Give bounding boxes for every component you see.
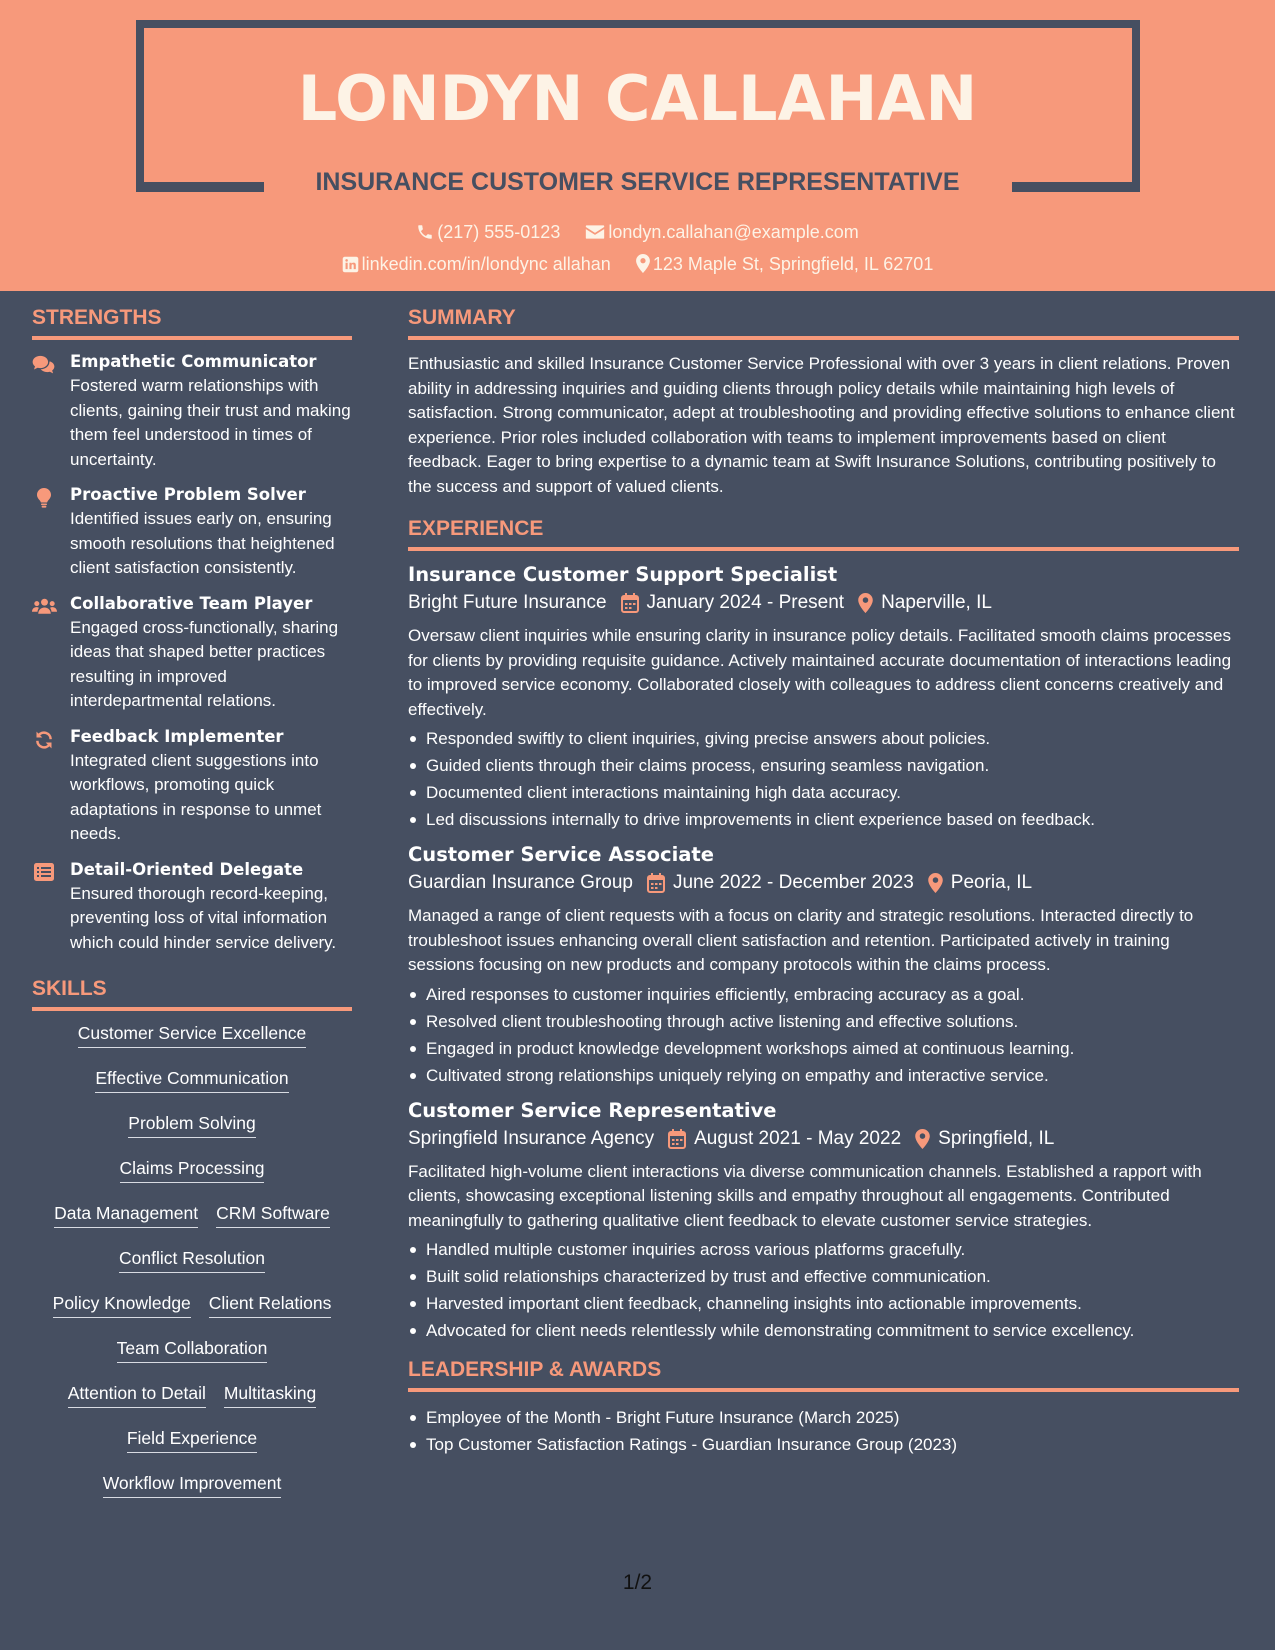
skill-tag: Effective Communication [95,1068,288,1093]
experience-heading: EXPERIENCE [408,517,1239,551]
job-entry [408,843,1239,1089]
job-company: Springfield Insurance Agency [408,1127,655,1149]
skills-heading: SKILLS [32,977,352,1011]
right-column [408,306,1239,1458]
skill-tag: Workflow Improvement [103,1473,282,1498]
contact-linkedin[interactable] [342,254,611,275]
map-pin-icon [636,254,650,273]
list-item: Engaged in product knowledge development workshops aimed at continuous learning. [408,1035,1239,1062]
skill-tag: Field Experience [127,1428,257,1453]
list-item: Top Customer Satisfaction Ratings - Guardian Insurance Group (2023) [408,1431,1239,1458]
summary-text: Enthusiastic and skilled Insurance Customer Service Professional with over 3 years in client relations. Proven ability in addressing inquiries and guiding clients through policy details while maintaining high levels of satisfaction. Strong communicator, adept at troubleshooting and providing effective solutions to enhance client experience. Prior roles included collaboration with teams to implement improvements based on client feedback. Eager to bring expertise to a dynamic team at Swift Insurance Solutions, contributing positively to the success and support of valued clients. [408,354,1235,496]
strength-item [32,594,352,714]
skill-tag: CRM Software [216,1203,330,1228]
calendar-icon [668,1129,686,1149]
map-pin-icon [928,873,943,893]
strength-title: Proactive Problem Solver [70,485,306,504]
strength-item [32,860,352,956]
skill-tag: Multitasking [224,1383,316,1408]
list-item: Built solid relationships characterized by trust and effective communication. [408,1263,1239,1290]
contact-address [636,254,934,275]
map-pin-icon [915,1129,930,1149]
linkedin-text: linkedin.com/in/londync allahan [361,253,611,274]
skill-tag: Customer Service Excellence [78,1023,307,1048]
job-role: INSURANCE CUSTOMER SERVICE REPRESENTATIVE [315,168,960,196]
job-company: Guardian Insurance Group [408,872,633,893]
job-location: Springfield, IL [938,1127,1055,1149]
summary-heading: SUMMARY [408,306,1239,340]
strength-title: Empathetic Communicator [70,352,317,371]
awards-heading: LEADERSHIP & AWARDS [408,1358,1239,1392]
skills-list [32,1023,352,1518]
calendar-icon [647,873,665,893]
skill-tag: Client Relations [209,1293,332,1318]
strength-desc: Identified issues early on, ensuring smooth resolutions that heightened client satisfaction consistently. [70,509,335,577]
list-item: Resolved client troubleshooting through active listening and effective solutions. [408,1008,1239,1035]
linkedin-icon [342,256,359,273]
job-company: Bright Future Insurance [408,592,607,613]
strength-title: Feedback Implementer [70,726,284,746]
strength-desc: Fostered warm relationships with clients, gaining their trust and making them feel understood in times of uncertainty. [70,376,351,469]
lightbulb-icon [37,488,51,508]
skill-tag: Data Management [54,1203,198,1228]
job-meta [408,1128,1239,1150]
strength-title: Collaborative Team Player [70,593,313,613]
skill-tag: Conflict Resolution [119,1248,265,1273]
job-meta [408,592,1239,614]
job-meta [408,872,1239,894]
contact-row-2 [0,253,1275,275]
contact-row-1 [0,221,1275,243]
address-text: 123 Maple St, Springfield, IL 62701 [652,253,934,274]
list-item: Employee of the Month - Bright Future Insurance (March 2025) [408,1404,1239,1431]
job-dates: June 2022 - December 2023 [672,872,914,893]
map-pin-icon [858,593,873,613]
skill-tag: Problem Solving [128,1113,255,1138]
job-description: Facilitated high-volume client interactions via diverse communication channels. Established a rapport with clients, showcasing exceptional listening skills and empathy throughout all engagements. Contributed meaningfully to gathering qualitative client feedback to elevate customer service strategies. [408,1161,1202,1230]
strength-item [32,352,352,472]
job-title: Customer Service Associate [408,843,714,866]
skill-tag: Claims Processing [120,1158,265,1183]
skill-tag: Team Collaboration [117,1338,268,1363]
page-number: 1/2 [622,1571,653,1594]
list-item: Advocated for client needs relentlessly while demonstrating commitment to service excellency. [408,1317,1239,1344]
strengths-heading: STRENGTHS [32,306,352,340]
job-title: Customer Service Representative [408,1098,777,1122]
strength-desc: Integrated client suggestions into workflows, promoting quick adaptations in response to unmet needs. [70,750,322,843]
job-entry [408,1099,1239,1345]
header [0,0,1275,291]
job-dates: January 2024 - Present [646,592,845,613]
skill-tag: Policy Knowledge [53,1293,191,1318]
left-column [32,306,352,1518]
contact-email[interactable] [585,222,858,243]
awards-list [408,1404,1239,1458]
strength-title: Detail-Oriented Delegate [70,859,304,879]
job-description: Managed a range of client requests with a focus on clarity and strategic resolutions. Interacted directly to troubleshoot issues enhancing overall client satisfaction and retention. Participated actively in training sessions focusing on new products and company protocols within the claims process. [408,906,1194,974]
list-item: Led discussions internally to drive improvements in client experience based on feedback. [408,806,1239,833]
strength-desc: Ensured thorough record-keeping, preventing loss of vital information which could hinder service delivery. [70,883,337,952]
list-item: Aired responses to customer inquiries efficiently, embracing accuracy as a goal. [408,981,1239,1008]
list-icon [34,863,54,881]
phone-text: (217) 555-0123 [437,221,561,242]
strength-item [32,485,352,581]
job-dates: August 2021 - May 2022 [694,1127,902,1149]
phone-icon [416,223,434,241]
chat-icon [32,355,56,375]
strength-item [32,727,352,847]
strength-desc: Engaged cross-functionally, sharing ideas that shaped better practices resulting in improved interdepartmental relations. [70,617,339,710]
users-icon [32,597,57,615]
list-item: Handled multiple customer inquiries across various platforms gracefully. [408,1236,1239,1263]
email-text: londyn.callahan@example.com [608,221,859,242]
candidate-name: LONDYN CALLAHAN [297,62,978,135]
job-bullets [408,981,1239,1089]
job-location: Naperville, IL [881,592,992,613]
skill-tag: Attention to Detail [68,1383,206,1408]
envelope-icon [585,223,605,241]
refresh-icon [34,730,54,750]
job-bullets [408,725,1239,833]
list-item: Cultivated strong relationships uniquely relying on empathy and interactive service. [408,1062,1239,1089]
list-item: Documented client interactions maintaining high data accuracy. [408,779,1239,806]
job-entry [408,563,1239,833]
job-location: Peoria, IL [950,872,1033,893]
contact-phone[interactable] [416,222,560,243]
list-item: Responded swiftly to client inquiries, giving precise answers about policies. [408,725,1239,752]
job-description: Oversaw client inquiries while ensuring clarity in insurance policy details. Facilitated smooth claims processes for clients by providing requisite guidance. Actively maintained accurate documentation of interactions leading to improved service economy. Collaborated closely with colleagues to address client concerns creatively and effectively. [408,626,1232,719]
job-bullets [408,1236,1239,1344]
list-item: Harvested important client feedback, channeling insights into actionable improvements. [408,1290,1239,1317]
list-item: Guided clients through their claims process, ensuring seamless navigation. [408,752,1239,779]
job-title: Insurance Customer Support Specialist [408,563,838,586]
calendar-icon [621,593,639,613]
